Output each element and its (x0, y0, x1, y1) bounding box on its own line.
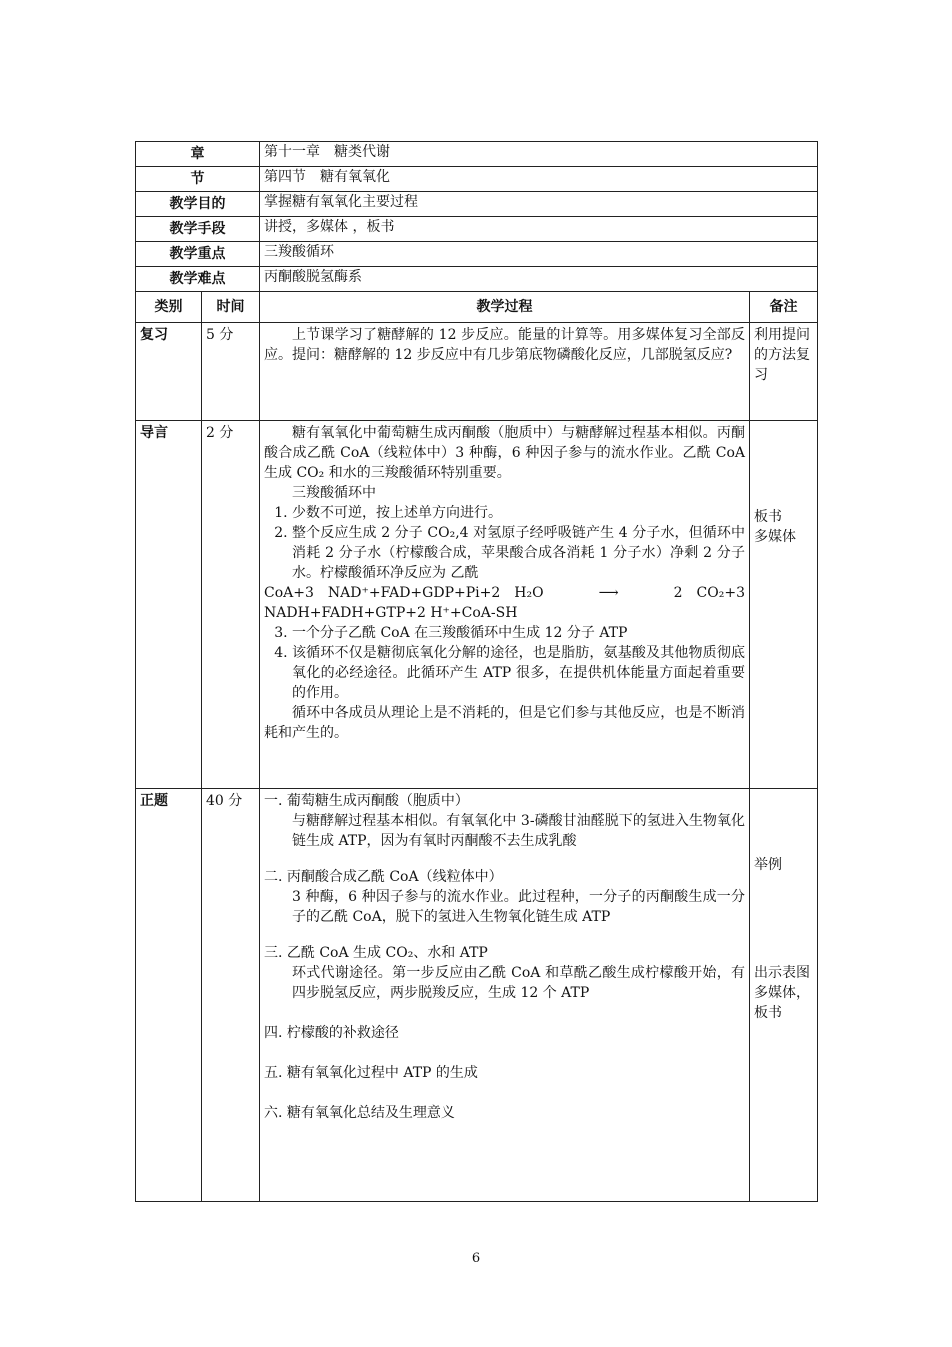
main-note-media: 出示表图多媒体，板书 (754, 965, 810, 1021)
difficulty-row (136, 267, 818, 292)
main-row (136, 789, 818, 1202)
review-row (136, 323, 818, 421)
intro-paragraph: 糖有氧氧化中葡萄糖生成丙酮酸（胞质中）与糖酵解过程基本相似。丙酮酸合成乙酰 CoA（线粒体中）3 种酶，6 种因子参与的流水作业。乙酰 CoA 生成 CO₂ 和水的三羧酸循环特别重要。 (264, 425, 745, 481)
difficulty-label: 教学难点 (136, 267, 260, 292)
method-value: 讲授，多媒体 ，板书 (260, 217, 818, 242)
tca-item-2: 2. 整个反应生成 2 分子 CO₂,4 对氢原子经呼吸链产生 4 分子水，但循环中消耗 2 分子水（柠檬酸合成，苹果酸合成各消耗 1 分子水）净剩 2 分子水。柠檬酸循环净反应为 乙酰 (292, 523, 745, 583)
section-6-title: 六. 糖有氧氧化总结及生理意义 (264, 1105, 455, 1121)
main-note-example: 举例 (754, 857, 782, 873)
chapter-value: 第十一章 糖类代谢 (260, 142, 818, 167)
review-content (260, 323, 750, 421)
tca-item-1: 1. 少数不可逆，按上述单方向进行。 (292, 503, 745, 523)
intro-content (260, 421, 750, 789)
main-notes (750, 789, 818, 1202)
section-2-body: 3 种酶，6 种因子参与的流水作业。此过程种，一分子的丙酮酸生成一分子的乙酰 CoA，脱下的氢进入生物氧化链生成 ATP (292, 889, 745, 925)
section-label: 节 (136, 167, 260, 192)
intro-row (136, 421, 818, 789)
objective-row (136, 192, 818, 217)
review-text: 上节课学习了糖酵解的 12 步反应。能量的计算等。用多媒体复习全部反应。提问：糖酵解的 12 步反应中有几步第底物磷酸化反应，几部脱氢反应? (264, 327, 745, 363)
equation-left: CoA+3 NAD⁺+FAD+GDP+Pi+2 H₂O (264, 585, 544, 601)
intro-closing: 循环中各成员从理论上是不消耗的，但是它们参与其他反应，也是不断消耗和产生的。 (264, 705, 745, 741)
main-time: 40 分 (202, 789, 260, 1202)
review-note: 利用提问的方法复习 (750, 323, 818, 421)
chapter-row (136, 142, 818, 167)
difficulty-value: 丙酮酸脱氢酶系 (260, 267, 818, 292)
lesson-plan-table (135, 141, 818, 1202)
review-category: 复习 (136, 323, 202, 421)
focus-row (136, 242, 818, 267)
tca-list-continued (264, 623, 745, 703)
equation-arrow: ⟶ (598, 585, 619, 601)
tca-list (264, 503, 745, 583)
equation-right: 2 CO₂+3 (673, 585, 745, 601)
section-4-title: 四. 柠檬酸的补救途径 (264, 1025, 399, 1041)
main-content (260, 789, 750, 1202)
tca-item-4: 4. 该循环不仅是糖彻底氧化分解的途径，也是脂肪，氨基酸及其他物质彻底氧化的必经途径。此循环产生 ATP 很多，在提供机体能量方面起着重要的作用。 (292, 643, 745, 703)
section-2-title: 二. 丙酮酸合成乙酰 CoA（线粒体中） (264, 869, 503, 885)
method-label: 教学手段 (136, 217, 260, 242)
column-process: 教学过程 (260, 292, 750, 323)
intro-time: 2 分 (202, 421, 260, 789)
page-number: 6 (471, 1251, 481, 1266)
focus-value: 三羧酸循环 (260, 242, 818, 267)
method-row (136, 217, 818, 242)
chapter-label: 章 (136, 142, 260, 167)
tca-equation-line-1 (264, 583, 745, 603)
objective-label: 教学目的 (136, 192, 260, 217)
tca-title: 三羧酸循环中 (292, 485, 376, 501)
intro-category: 导言 (136, 421, 202, 789)
column-notes: 备注 (750, 292, 818, 323)
section-1-title: 一. 葡萄糖生成丙酮酸（胞质中） (264, 793, 469, 809)
intro-note: 板书 多媒体 (750, 421, 818, 789)
section-row (136, 167, 818, 192)
column-category: 类别 (136, 292, 202, 323)
section-3-body: 环式代谢途径。第一步反应由乙酰 CoA 和草酰乙酸生成柠檬酸开始，有四步脱氢反应，两步脱羧反应，生成 12 个 ATP (292, 965, 745, 1001)
column-time: 时间 (202, 292, 260, 323)
tca-item-3: 3. 一个分子乙酰 CoA 在三羧酸循环中生成 12 分子 ATP (292, 623, 745, 643)
section-1-body: 与糖酵解过程基本相似。有氧氧化中 3-磷酸甘油醛脱下的氢进入生物氧化链生成 ATP，因为有氧时丙酮酸不去生成乳酸 (292, 813, 745, 849)
objective-value: 掌握糖有氧氧化主要过程 (260, 192, 818, 217)
column-header-row (136, 292, 818, 323)
section-3-title: 三. 乙酰 CoA 生成 CO₂、水和 ATP (264, 945, 488, 961)
section-5-title: 五. 糖有氧氧化过程中 ATP 的生成 (264, 1065, 478, 1081)
tca-equation-line-2: NADH+FADH+GTP+2 H⁺+CoA-SH (264, 605, 518, 621)
main-category: 正题 (136, 789, 202, 1202)
section-value: 第四节 糖有氧氧化 (260, 167, 818, 192)
focus-label: 教学重点 (136, 242, 260, 267)
review-time: 5 分 (202, 323, 260, 421)
